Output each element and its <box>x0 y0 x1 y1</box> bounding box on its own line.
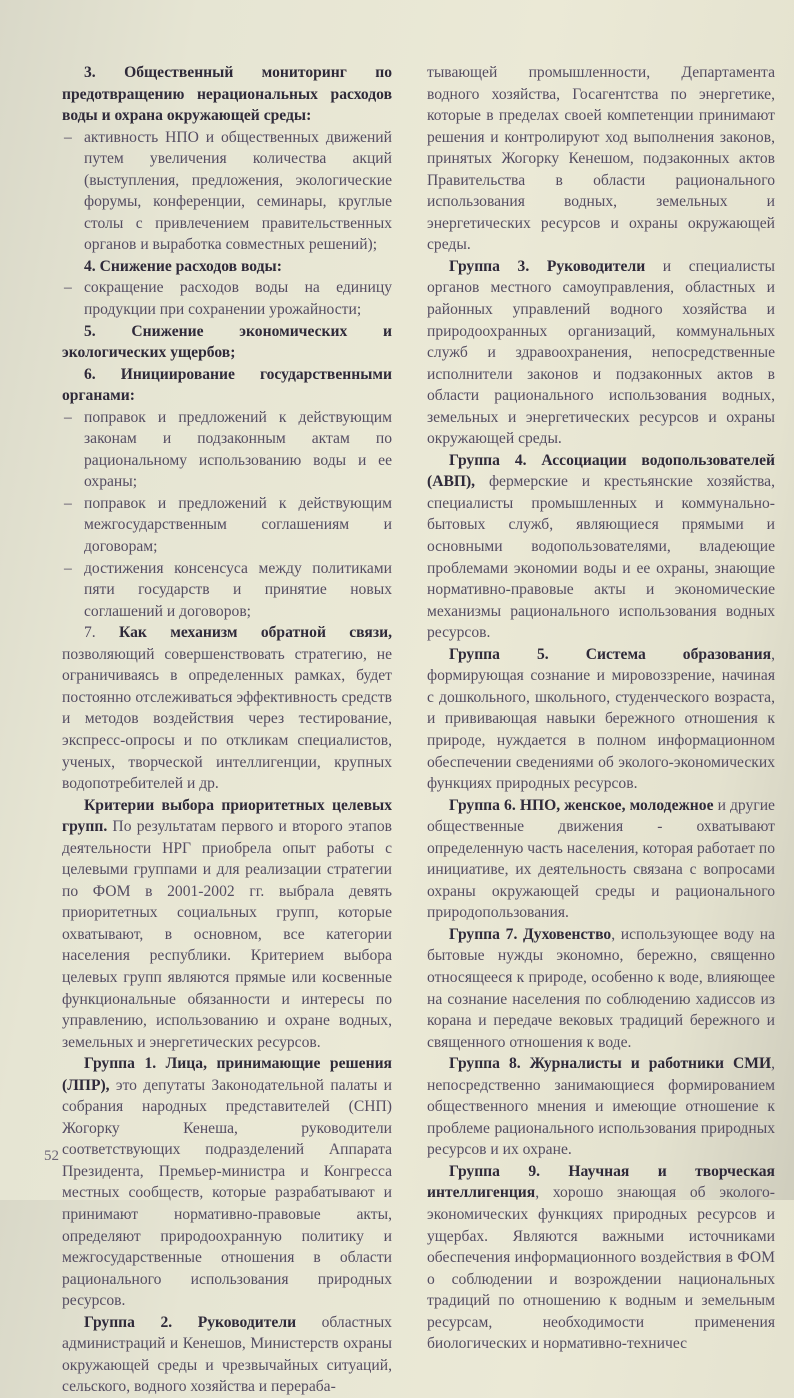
bold-lead: Группа 4. Ассоциации водопользователей (АВП), <box>427 451 775 491</box>
paragraph-number: 7. <box>84 624 120 642</box>
bold-lead: Группа 5. Система образования <box>449 645 772 663</box>
paragraph <box>427 450 775 644</box>
paragraph <box>427 1161 775 1355</box>
paragraph-text: , использующее воду на бытовые нужды экономно, бережно, священно относящееся к природе, особенно к воде, влияющее на сознание населения по соблюдению хадиссов из корана и передаче вековых традиций бережного и священного отношения к воде. <box>427 925 775 1051</box>
paragraph <box>62 1053 392 1312</box>
bold-lead: 6. Инициирование государственными органами: <box>62 365 392 405</box>
paragraph-text: , формирующая сознание и мировоззрение, начиная с дошкольного, школьного, студенческого возраста, и прививающая навыки бережного отношения к природе, нуждается в полном информационном обеспечении сведениями об эколого-экономических функциях природных ресурсов. <box>427 645 775 793</box>
bold-lead: Группа 2. Руководители <box>84 1313 297 1331</box>
bold-lead: Группа 8. Журналисты и работники СМИ <box>449 1055 772 1073</box>
paragraph <box>427 256 775 450</box>
paragraph <box>427 644 775 795</box>
paragraph-text: достижения консенсуса между политиками пяти государств и принятие новых соглашений и договоров; <box>84 559 392 620</box>
paragraph <box>427 924 775 1053</box>
section-heading <box>62 62 392 127</box>
left-column <box>62 62 392 1398</box>
paragraph-text: сокращение расходов воды на единицу продукции при сохранении урожайности; <box>84 279 392 319</box>
paragraph-text: и другие общественные движения - охватывают определенную часть населения, которая работает по инициативе, их деятельность связана с вопросами охраны окружающей среды и рационального природопользования. <box>427 796 775 922</box>
bullet-item <box>62 493 392 558</box>
bold-lead: Группа 7. Духовенство <box>449 925 612 943</box>
paragraph-text: поправок и предложений к действующим межгосударственным соглашениям и договорам; <box>84 494 392 556</box>
bullet-item <box>62 407 392 493</box>
paragraph <box>427 795 775 924</box>
bold-lead: Как механизм обратной связи, <box>119 624 392 642</box>
bold-lead: Группа 1. Лица, принимающие решения (ЛПР), <box>62 1055 392 1094</box>
paragraph-text: и специалисты органов местного самоуправления, областных и районных управлений водного хозяйства и природоохранных организаций, коммунальных служб и здравоохранения, непосредственные исполнители законов и подзаконных актов в области рационального использования водных, земельных и энергетических ресурсов и охраны окружающей среды. <box>427 257 775 448</box>
section-heading <box>62 364 392 407</box>
bold-lead: Группа 3. Руководители <box>449 257 646 275</box>
section-heading <box>62 256 392 278</box>
bullet-item <box>62 558 392 623</box>
bold-lead: 3. Общественный мониторинг по предотвращению нерациональных расходов воды и охрана окружающей среды: <box>62 64 392 125</box>
paragraph-text: , хорошо знающая об эколого-экономических функциях природных ресурсов и ущербах. Являются важными источниками обеспечения информационного воздействия в ФОМ о соблюдении и возрождении национальных традиций по отношению к водным и земельным ресурсам, необходимости применения биологических и нормативно-техничес <box>427 1184 775 1353</box>
paragraph <box>62 622 392 794</box>
paragraph <box>62 1312 392 1398</box>
paragraph-text: фермерские и крестьянские хозяйства, специалисты промышленных и коммунально-бытовых служб, являющиеся прямыми и основными водопользователями, владеющие проблемами экономии воды и ее охраны, знающие нормативно-правовые акты и экономические механизмы рационального использования водных ресурсов. <box>427 473 775 642</box>
right-column <box>427 62 775 1355</box>
bold-lead: 5. Снижение экономических и экологических ущербов; <box>62 322 392 362</box>
section-heading <box>62 321 392 364</box>
bullet-item <box>62 127 392 256</box>
bold-lead: 4. Снижение расходов воды: <box>84 257 282 275</box>
paragraph-text: поправок и предложений к действующим законам и подзаконным актам по рациональному использованию воды и ее охраны; <box>84 408 392 491</box>
bold-lead: Группа 6. НПО, женское, молодежное <box>449 796 714 814</box>
page-number: 52 <box>44 1148 59 1164</box>
paragraph-text: это депутаты Законодательной палаты и собрания народных представителей (СНП) Жогорку Кенеша, руководители соответствующих подразделений Аппарата Президента, Премьер-министра и Конгресса местных сообществ, которые разрабатывают и принимают нормативно-правовые акты, определяют природоохранную политику и межгосударственные отношения в области рационального использования природных ресурсов. <box>62 1076 392 1310</box>
paragraph <box>427 1053 775 1161</box>
bold-lead: Критерии выбора приоритетных целевых групп. <box>62 796 392 836</box>
bold-lead: Группа 9. Научная и творческая интеллигенция <box>427 1162 775 1202</box>
paragraph-text: тывающей промышленности, Департамента водного хозяйства, Госагентства по энергетике, которые в пределах своей компетенции принимают решения и контролируют ход выполнения законов, принятых Жогорку Кенешом, подзаконных актов Правительства в области рационального использования водных, земельных и энергетических ресурсов и охраны окружающей среды. <box>427 64 775 254</box>
paragraph <box>427 62 775 256</box>
paragraph-text: позволяющий совершенствовать стратегию, не ограничиваясь в определенных рамках, будет постоянно отслеживаться эффективность средств и методов воздействия через тестирование, экспресс-опросы и по откликам специалистов, ученых, творческой интеллигенции, крупных водопотребителей и др. <box>62 645 392 793</box>
paragraph-text: активность НПО и общественных движений путем увеличения количества акций (выступления, предложения, экологические форумы, конференции, семинары, круглые столы с привлечением правительственных органов и выработка совместных решений); <box>84 128 392 254</box>
paragraph-text: областных администраций и Кенешов, Министерств охраны окружающей среды и чрезвычайных ситуаций, сельского, водного хозяйства и перераба- <box>62 1313 392 1396</box>
paragraph-text: , непосредственно занимающиеся формированием общественного мнения и имеющие отношение к проблеме рационального использования природных ресурсов и их охране. <box>427 1055 775 1159</box>
bullet-item <box>62 277 392 320</box>
paragraph-text: По результатам первого и второго этапов деятельности НРГ приобрела опыт работы с целевыми группами и для реализации стратегии по ФОМ в 2001-2002 гг. выбрала девять приоритетных социальных групп, которые охватывают, в основном, все категории населения республики. Критерием выбора целевых групп являются прямые или косвенные функциональные обязанности и интересы по управлению, использованию и охране водных, земельных и энергетических ресурсов. <box>62 818 392 1051</box>
paragraph <box>62 795 392 1054</box>
